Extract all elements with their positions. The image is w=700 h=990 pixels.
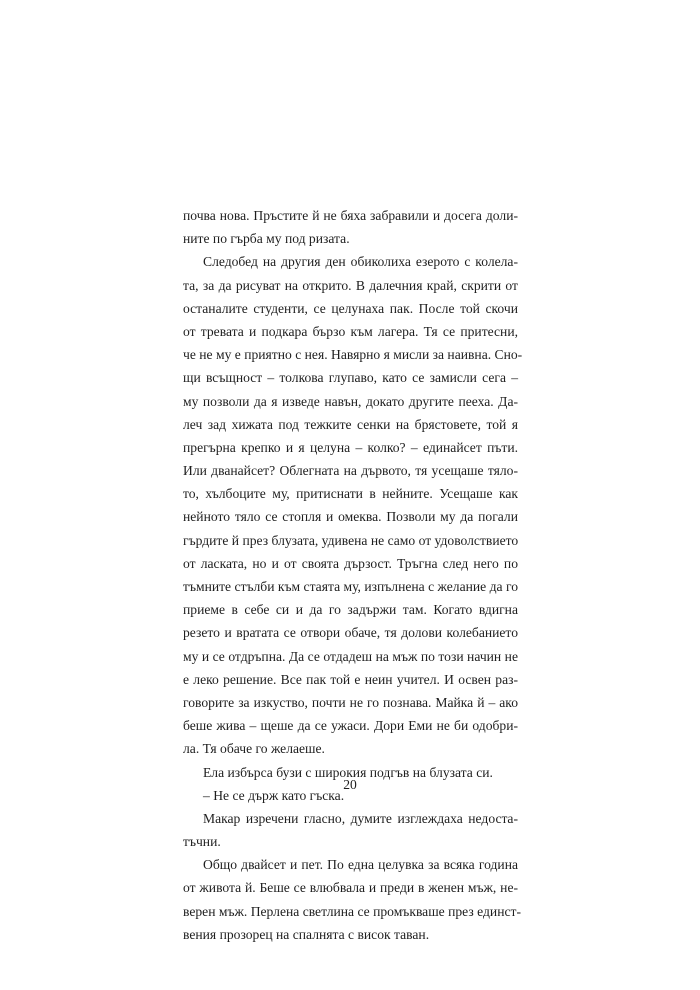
text-line: леч зад хижата под тежките сенки на брястовете, той я <box>183 416 518 432</box>
text-line: верен мъж. Перлена светлина се промъкваше през единст- <box>183 903 521 919</box>
text-line: беше жива – щеше да се ужаси. Дори Еми не би одобри- <box>183 718 518 734</box>
text-line: Или дванайсет? Облегната на дървото, тя усещаше тяло- <box>183 463 518 479</box>
text-line: Общо двайсет и пет. По една целувка за всяка година <box>203 857 518 873</box>
text-line: му позволи да я изведе навън, докато другите пееха. Да- <box>183 393 518 409</box>
text-line: Следобед на другия ден обиколиха езерото с колела- <box>203 254 518 270</box>
text-line: ла. Тя обаче го желаеше. <box>183 741 325 757</box>
text-line: щи всъщност – толкова глупаво, като се замисли сега – <box>183 370 518 386</box>
text-line: ните по гърба му под ризата. <box>183 231 350 247</box>
text-line: то, хълбоците му, притиснати в нейните. Усещаше как <box>183 486 518 502</box>
text-line: Макар изречени гласно, думите изглеждаха недостa- <box>203 810 518 826</box>
text-line: от живота й. Беше се влюбвала и преди в женен мъж, не- <box>183 880 518 896</box>
text-line: че не му е приятно с нея. Навярно я мисли за наивна. Сно- <box>183 347 523 363</box>
text-line: почва нова. Пръстите й не бяха забравили и досега доли- <box>183 208 518 223</box>
body-text <box>183 204 523 946</box>
text-line: нейното тяло се стопля и омеква. Позволи му да погали <box>183 509 518 525</box>
page-number: 20 <box>343 777 357 792</box>
text-line: – Не се държ като гъска. <box>203 787 345 803</box>
text-line: гърдите й през блузата, удивена не само от удоволствието <box>183 532 519 548</box>
text-line: Ела избърса бузи с широкия подгъв на блузата си. <box>203 764 493 780</box>
text-line: му и се отдръпна. Да се отдадеш на мъж по този начин не <box>183 648 518 664</box>
text-line: от тревата и подкара бързо към лагера. Тя се притесни, <box>183 323 518 339</box>
text-line: говорите за изкуство, почти не го познава. Майка й – ако <box>183 694 518 710</box>
text-line: от ласката, но и от своята дързост. Тръгна след него по <box>183 555 518 571</box>
text-line: та, за да рисуват на открито. В далечния край, скрити от <box>183 277 518 293</box>
text-line: приеме в себе си и да го задържи там. Когато вдигна <box>183 602 518 618</box>
text-line: е леко решение. Все пак той е неин учител. И освен раз- <box>183 671 518 687</box>
text-line: резето и вратата се отвори обаче, тя долови колебанието <box>183 625 518 641</box>
text-line: тъмните стълби към стаята му, изпълнена с желание да го <box>183 579 518 594</box>
text-line: останалите студенти, се целунаха пак. После той скочи <box>183 300 518 316</box>
text-line: прегърна крепко и я целуна – колко? – единайсет пъти. <box>183 439 518 455</box>
text-line: тъчни. <box>183 834 221 850</box>
text-line: вения прозорец на спалнята с висок таван. <box>183 926 430 942</box>
